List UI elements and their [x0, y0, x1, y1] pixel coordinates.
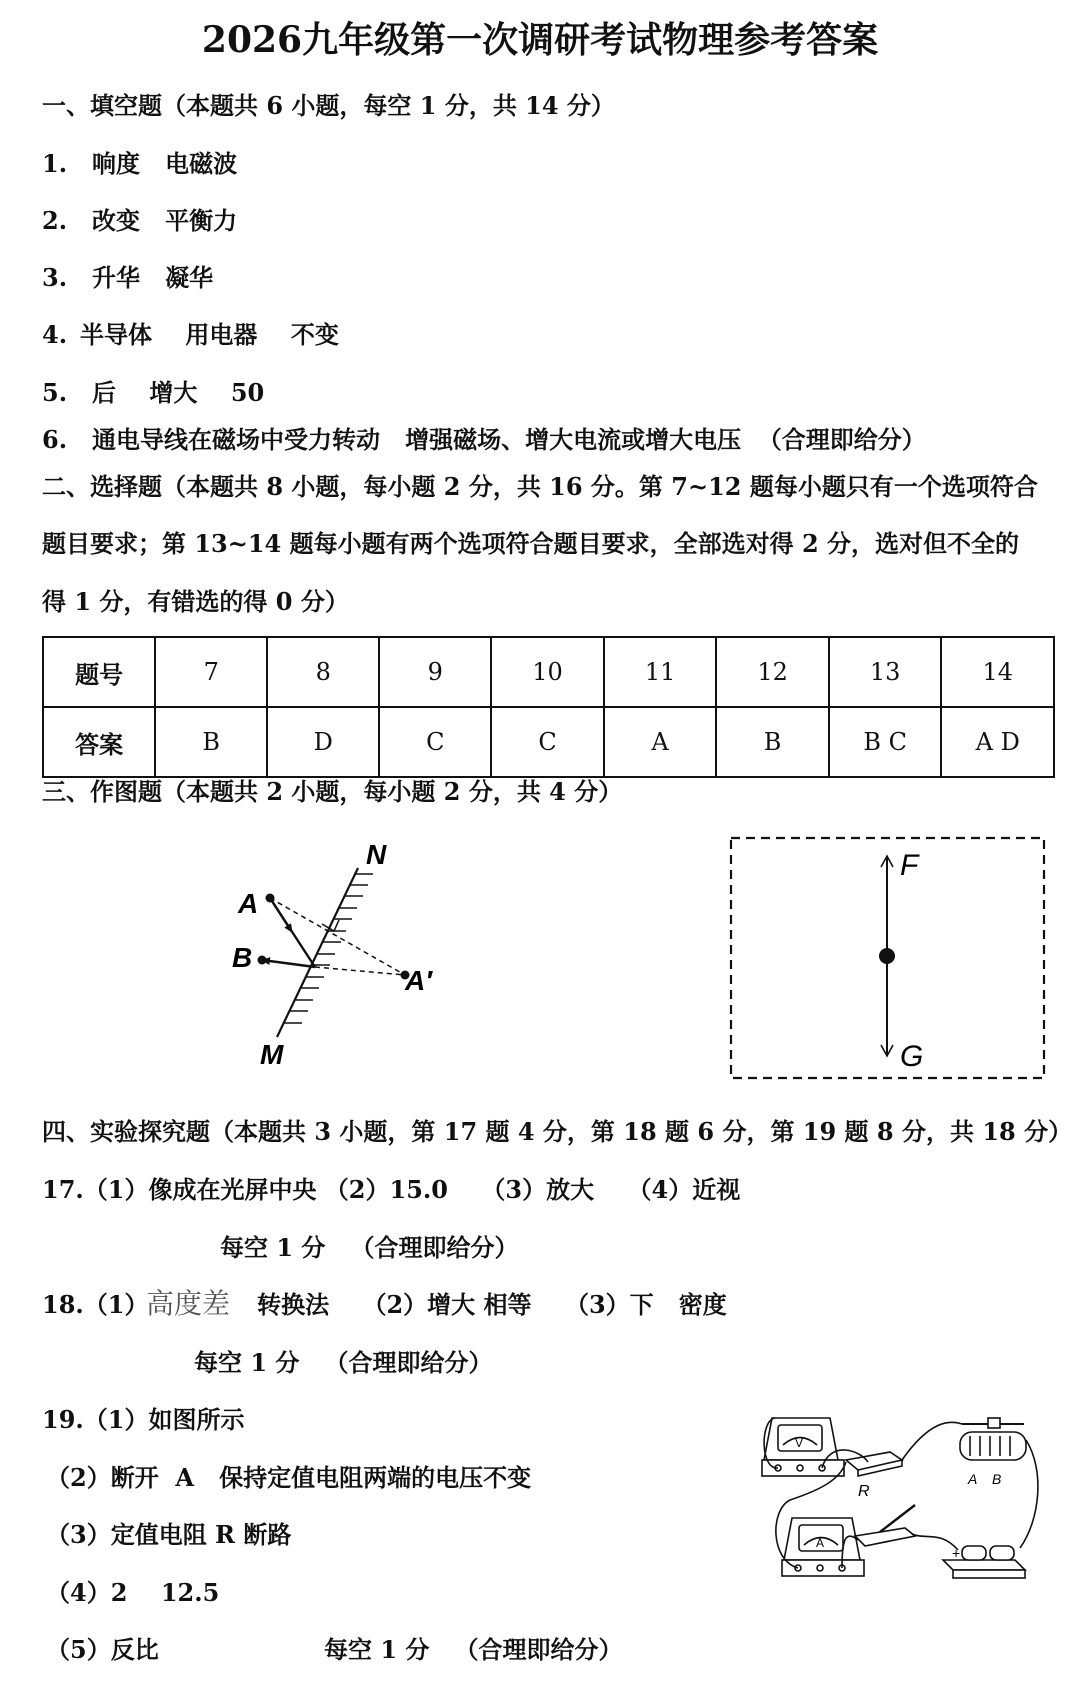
section3-heading: 三、作图题（本题共 2 小题，每小题 2 分，共 4 分） — [42, 777, 623, 806]
label-g: G — [900, 1040, 924, 1073]
q17-note: 每空 1 分 （合理即给分） — [220, 1233, 519, 1262]
mirror-line — [277, 868, 358, 1037]
label-m: M — [260, 1039, 284, 1070]
table-cell-answer: C — [379, 707, 491, 777]
table-cell-number: 7 — [155, 637, 267, 707]
table-cell-answer: A — [604, 707, 717, 777]
section4-heading: 四、实验探究题（本题共 3 小题，第 17 题 4 分，第 18 题 6 分，第 19 题 8 分，共 18 分） — [42, 1117, 1073, 1146]
table-label-number: 题号 — [43, 637, 155, 707]
answer-item-2-num: 2. — [42, 206, 68, 235]
q18-prefix: 18.（1） — [42, 1290, 149, 1319]
table-cell-answer: B — [716, 707, 829, 777]
label-n: N — [366, 839, 387, 870]
q19-line4: （4）2 12.5 — [46, 1578, 220, 1607]
section2-heading-line2: 题目要求；第 13~14 题每小题有两个选项符合题目要求，全部选对得 2 分，选对但不全的 — [42, 529, 1020, 558]
section2-heading-line1: 二、选择题（本题共 8 小题，每小题 2 分，共 16 分。第 7~12 题每小题只有一个选项符合 — [42, 472, 1038, 501]
q18-note: 每空 1 分 （合理即给分） — [194, 1348, 493, 1377]
table-cell-number: 10 — [491, 637, 604, 707]
label-a-prime: A′ — [405, 965, 432, 996]
answer-item-3: 升华 凝华 — [92, 263, 214, 292]
circuit-label-a: A — [816, 1536, 825, 1550]
q19-line2: （2）断开 A 保持定值电阻两端的电压不变 — [46, 1463, 532, 1492]
answer-item-4-num: 4. — [42, 320, 68, 349]
table-cell-answer: B C — [829, 707, 942, 777]
circuit-label-b2: B — [992, 1471, 1002, 1487]
section1-heading: 一、填空题（本题共 6 小题，每空 1 分，共 14 分） — [42, 91, 615, 120]
answer-item-4: 半导体 用电器 不变 — [80, 320, 339, 349]
point-a-dot — [266, 894, 275, 903]
answer-item-3-num: 3. — [42, 263, 68, 292]
answer-item-5: 后 增大 50 — [92, 378, 265, 407]
point-b-dot — [258, 956, 267, 965]
q17-answers: 17.（1）像成在光屏中央 （2）15.0 （3）放大 （4）近视 — [42, 1175, 741, 1204]
table-cell-number: 9 — [379, 637, 491, 707]
table-cell-answer: D — [267, 707, 379, 777]
battery-plus-sign: + — [952, 1545, 961, 1561]
answer-item-6-num: 6. — [42, 425, 68, 454]
table-cell-number: 13 — [829, 637, 942, 707]
center-of-mass-dot — [879, 948, 895, 964]
q19-line5: （5）反比 — [46, 1635, 159, 1664]
table-cell-answer: B — [155, 707, 267, 777]
circuit-label-v: V — [795, 1436, 804, 1450]
table-cell-number: 8 — [267, 637, 379, 707]
table-cell-number: 11 — [604, 637, 717, 707]
circuit-label-r: R — [858, 1483, 870, 1500]
q19-note: 每空 1 分 （合理即给分） — [324, 1635, 623, 1664]
circuit-label-a2: A — [968, 1471, 978, 1487]
table-cell-number: 12 — [716, 637, 829, 707]
circuit-diagram — [762, 1418, 1038, 1578]
construction-line-point — [315, 967, 405, 975]
table-cell-answer: C — [491, 707, 604, 777]
reflected-ray-b — [262, 960, 315, 967]
answer-item-6: 通电导线在磁场中受力转动 增强磁场、增大电流或增大电压 （合理即给分） — [92, 425, 926, 454]
label-f: F — [900, 849, 919, 882]
answer-item-2: 改变 平衡力 — [92, 206, 238, 235]
table-label-answer: 答案 — [43, 707, 155, 777]
incident-ray-arrow — [270, 898, 292, 932]
q18-answers: 转换法 （2）增大 相等 （3）下 密度 — [232, 1290, 727, 1319]
label-b: B — [232, 942, 253, 973]
q19-line1: 19.（1）如图所示 — [42, 1405, 245, 1434]
answer-item-1-num: 1. — [42, 149, 68, 178]
page-title: 2026九年级第一次调研考试物理参考答案 — [201, 19, 879, 61]
q19-line3: （3）定值电阻 R 断路 — [46, 1520, 292, 1549]
answer-item-5-num: 5. — [42, 378, 68, 407]
section2-heading-line3: 得 1 分，有错选的得 0 分） — [42, 587, 349, 616]
q18-light-answer: 高度差 — [146, 1287, 231, 1320]
answer-item-1: 响度 电磁波 — [92, 149, 238, 178]
table-cell-answer: A D — [941, 707, 1054, 777]
label-a: A — [238, 888, 259, 919]
table-cell-number: 14 — [941, 637, 1054, 707]
